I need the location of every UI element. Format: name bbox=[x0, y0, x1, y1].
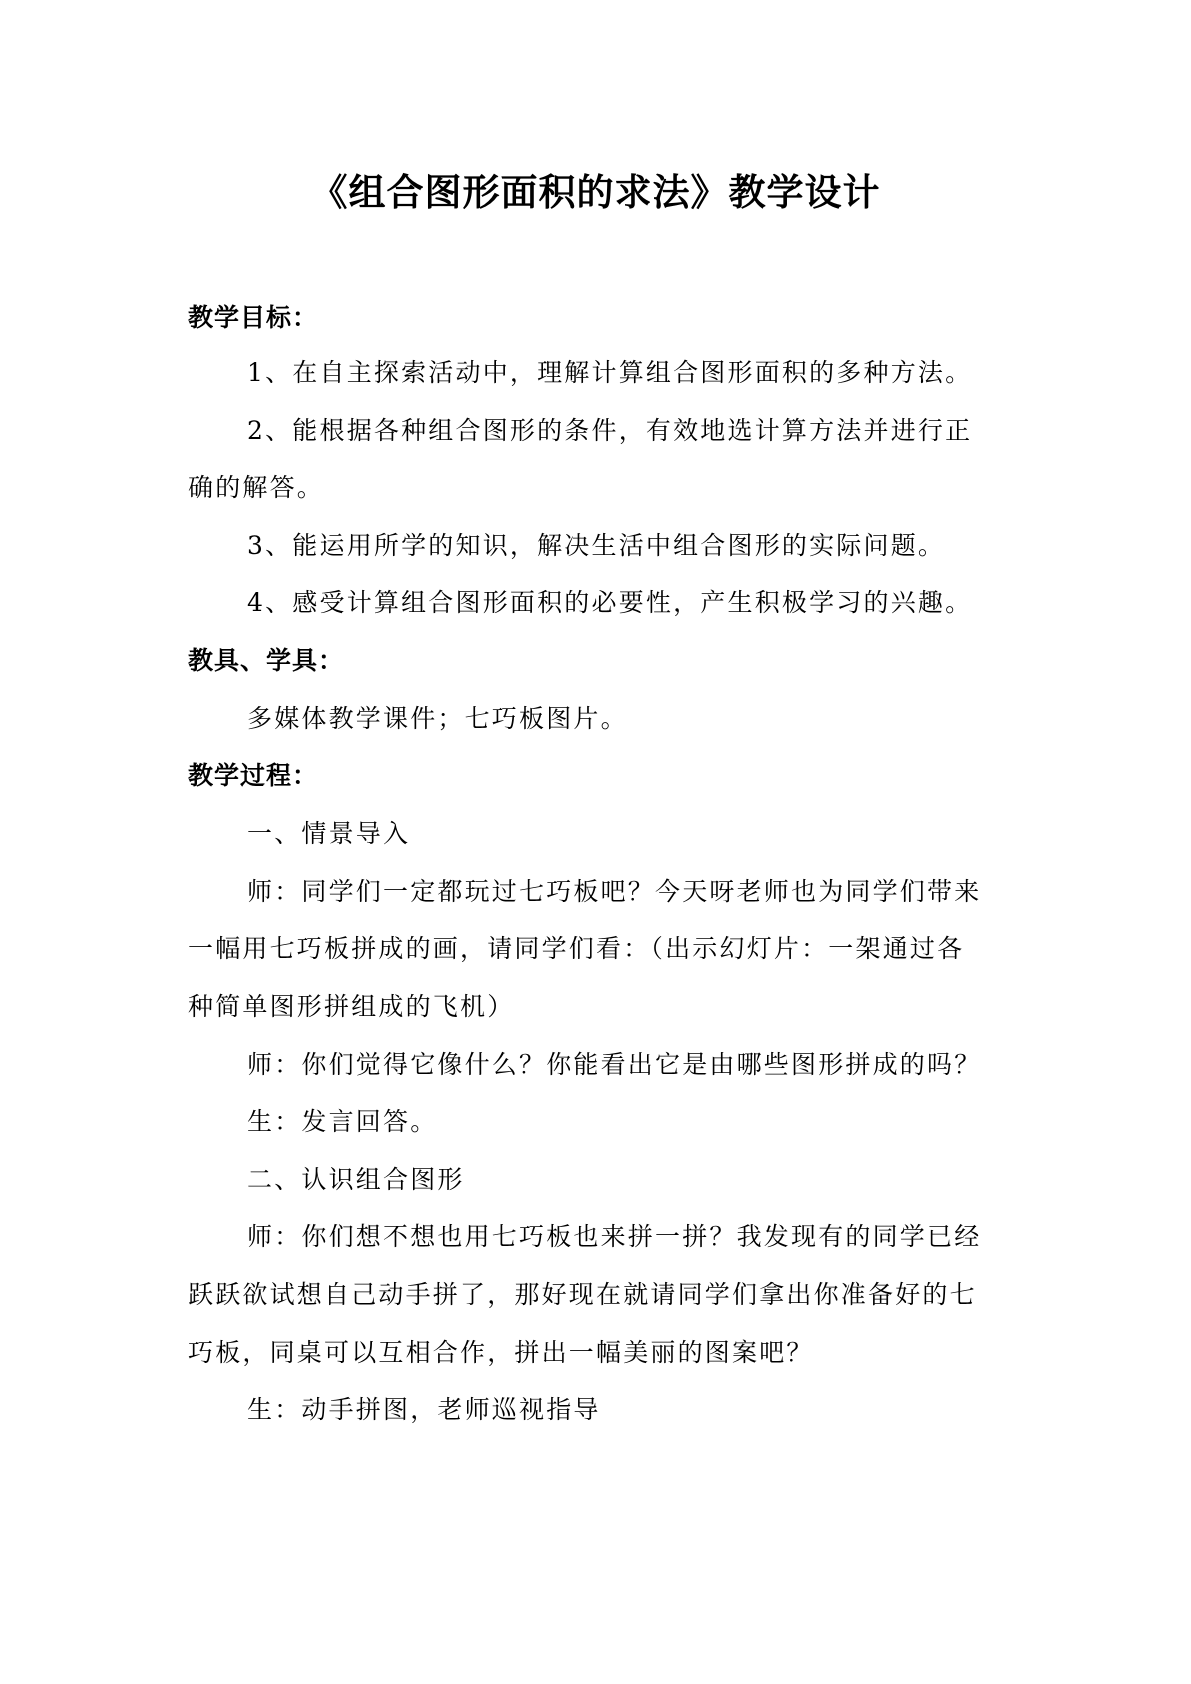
heading-teaching-aids: 教具、学具： bbox=[188, 646, 345, 675]
paragraph-line: 生：动手拼图，老师巡视指导 bbox=[247, 1395, 601, 1424]
goal-2: 2、能根据各种组合图形的条件，有效地选计算方法并进行正 bbox=[247, 416, 973, 445]
heading-teaching-goals: 教学目标： bbox=[188, 303, 319, 332]
goal-2-continued: 确的解答。 bbox=[188, 473, 325, 502]
goal-3: 3、能运用所学的知识，解决生活中组合图形的实际问题。 bbox=[247, 531, 946, 560]
paragraph-line: 巧板，同桌可以互相合作，拼出一幅美丽的图案吧？ bbox=[188, 1338, 814, 1367]
section-1-title: 一、情景导入 bbox=[247, 819, 411, 848]
paragraph-line: 跃跃欲试想自己动手拼了，那好现在就请同学们拿出你准备好的七 bbox=[188, 1280, 977, 1309]
paragraph-line: 种简单图形拼组成的飞机） bbox=[188, 992, 515, 1021]
section-2-title: 二、认识组合图形 bbox=[247, 1165, 465, 1194]
goal-1: 1、在自主探索活动中，理解计算组合图形面积的多种方法。 bbox=[247, 358, 973, 387]
paragraph-line: 一幅用七巧板拼成的画，请同学们看：（出示幻灯片：一架通过各 bbox=[188, 934, 965, 963]
paragraph-line: 师：你们想不想也用七巧板也来拼一拼？我发现有的同学已经 bbox=[247, 1222, 982, 1251]
paragraph-line: 师：你们觉得它像什么？你能看出它是由哪些图形拼成的吗？ bbox=[247, 1050, 982, 1079]
goal-4: 4、感受计算组合图形面积的必要性，产生积极学习的兴趣。 bbox=[247, 588, 973, 617]
paragraph-line: 生：发言回答。 bbox=[247, 1107, 438, 1136]
heading-teaching-process: 教学过程： bbox=[188, 761, 319, 790]
paragraph-line: 师：同学们一定都玩过七巧板吧？今天呀老师也为同学们带来 bbox=[247, 877, 982, 906]
teaching-aids-text: 多媒体教学课件；七巧板图片。 bbox=[247, 704, 628, 733]
document-title: 《组合图形面积的求法》教学设计 bbox=[310, 171, 881, 214]
